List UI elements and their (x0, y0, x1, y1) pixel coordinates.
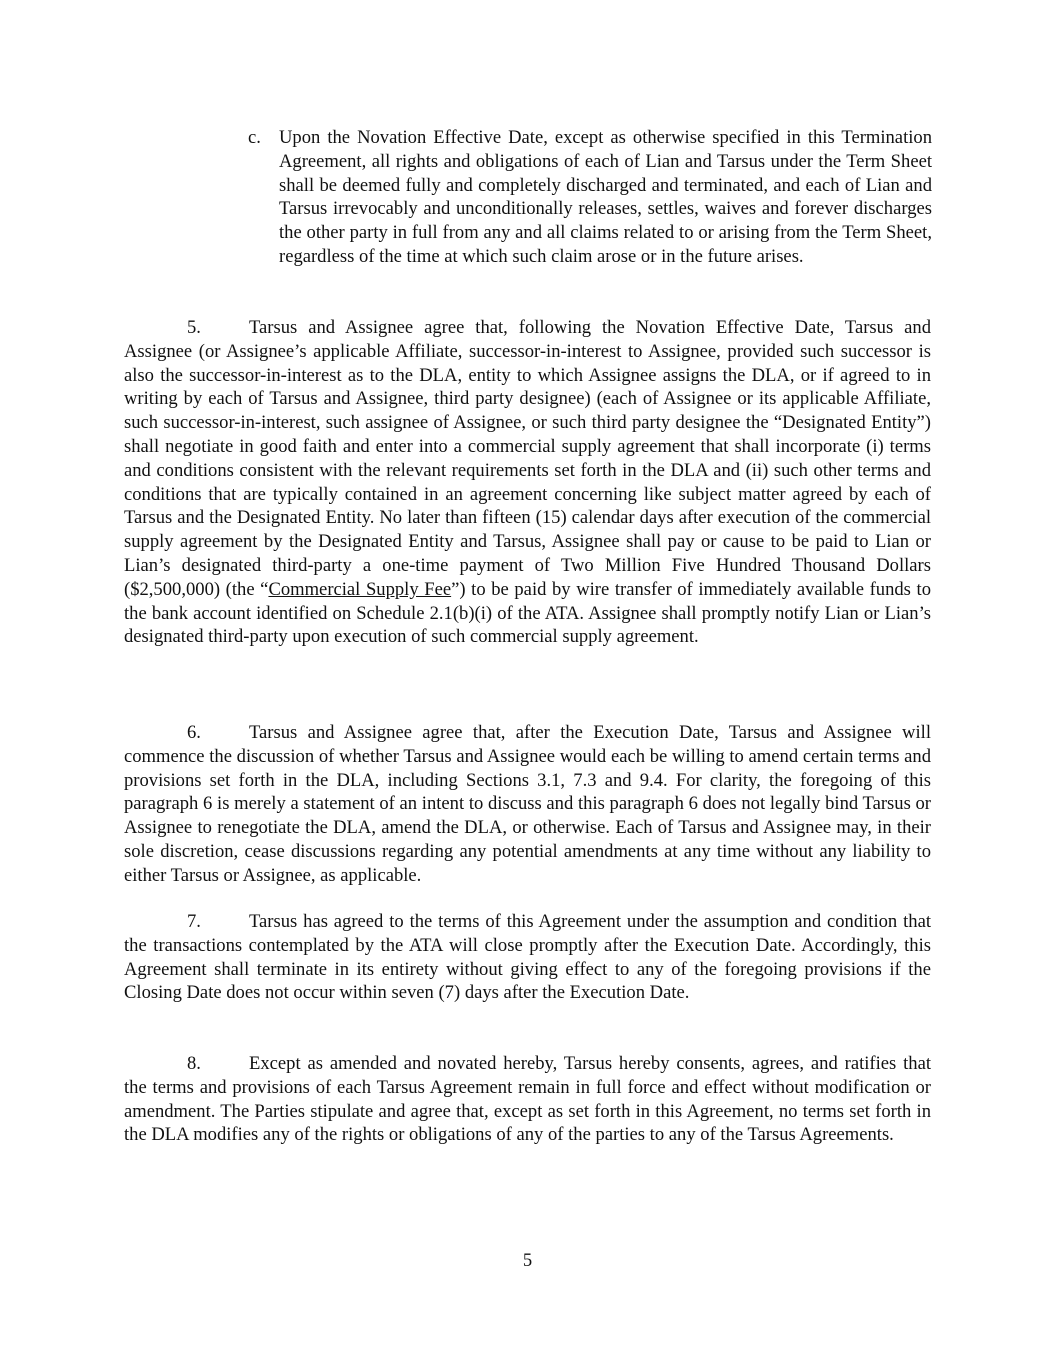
paragraph-text-continued: ”) to be paid by wire transfer of immediately available funds to the bank account identified on Schedule 2.1(b)(i) of the ATA. Assignee shall promptly notify Lian or Lian’s designated third-party upon execution of such commercial supply agreement. (124, 578, 931, 648)
paragraph-8 (124, 1052, 931, 1147)
paragraph-number: 5. (187, 317, 201, 338)
sub-item-marker: c. (248, 127, 261, 148)
page-number: 5 (522, 1250, 533, 1271)
paragraph-6 (124, 721, 931, 888)
sub-item-c (248, 126, 932, 269)
defined-term: Commercial Supply Fee (268, 578, 452, 600)
paragraph-text: Tarsus and Assignee agree that, following the Novation Effective Date, Tarsus and Assignee (or Assignee’s applicable Affiliate, successor-in-interest to Assignee, provided such successor is also the successor-in-interest as to the DLA, entity to which Assignee assigns the DLA, or if agreed to in writing by each of Tarsus and Assignee, third party designee) (each of Assignee or its applicable Affiliate, such successor-in-interest, such assignee of Assignee, or such third party designee the “Designated Entity”) shall negotiate in good faith and enter into a commercial supply agreement that shall incorporate (i) terms and conditions consistent with the relevant requirements set forth in the DLA and (ii) such other terms and conditions that are typically contained in an agreement concerning like subject matter agreed by each of Tarsus and the Designated Entity. No later than fifteen (15) calendar days after execution of the commercial supply agreement by the Designated Entity and Tarsus, Assignee shall pay or cause to be paid to Lian or Lian’s designated third-party a one-time payment of Two Million Five Hundred Thousand Dollars ($2,500,000) (the “ (124, 317, 931, 600)
paragraph-7 (124, 910, 931, 1005)
paragraph-text: Except as amended and novated hereby, Tarsus hereby consents, agrees, and ratifies that the terms and provisions of each Tarsus Agreement remain in full force and effect without modification or amendment. The Parties stipulate and agree that, except as set forth in this Agreement, no terms set forth in the DLA modifies any of the rights or obligations of any of the parties to any of the Tarsus Agreements. (124, 1053, 931, 1146)
sub-item-text: Upon the Novation Effective Date, except as otherwise specified in this Termination Agreement, all rights and obligations of each of Lian and Tarsus under the Term Sheet shall be deemed fully and completely discharged and terminated, and each of Lian and Tarsus irrevocably and unconditionally releases, settles, waives and forever discharges the other party in full from any and all claims related to or arising from the Term Sheet, regardless of the time at which such claim arose or in the future arises. (279, 127, 932, 267)
paragraph-number: 8. (187, 1053, 201, 1074)
paragraph-number: 6. (187, 722, 201, 743)
paragraph-text: Tarsus has agreed to the terms of this Agreement under the assumption and condition that the transactions contemplated by the ATA will close promptly after the Execution Date. Accordingly, this Agreement shall terminate in its entirety without giving effect to any of the foregoing provisions if the Closing Date does not occur within seven (7) days after the Execution Date. (124, 911, 931, 1004)
paragraph-number: 7. (187, 911, 201, 932)
paragraph-text: Tarsus and Assignee agree that, after the Execution Date, Tarsus and Assignee will commence the discussion of whether Tarsus and Assignee would each be willing to amend certain terms and provisions set forth in the DLA, including Sections 3.1, 7.3 and 9.4. For clarity, the foregoing of this paragraph 6 is merely a statement of an intent to discuss and this paragraph 6 does not legally bind Tarsus or Assignee to renegotiate the DLA, amend the DLA, or otherwise. Each of Tarsus and Assignee may, in their sole discretion, cease discussions regarding any potential amendments at any time without any liability to either Tarsus or Assignee, as applicable. (124, 722, 931, 886)
paragraph-5 (124, 316, 931, 649)
